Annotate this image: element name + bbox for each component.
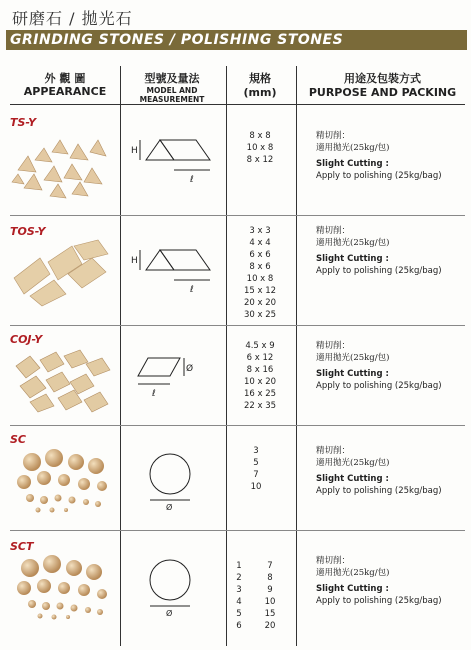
header-model-cn: 型號及量法	[144, 72, 200, 85]
size-value: 6 x 12	[246, 353, 274, 363]
size-value: 8 x 12	[246, 155, 274, 165]
size-value: 4 x 4	[249, 238, 271, 248]
header-size-en: (mm)	[243, 86, 277, 99]
purpose-cn-2: 適用拋光(25kg/包)	[316, 238, 390, 248]
header-purpose-cn: 用途及包裝方式	[344, 72, 421, 85]
purpose-cn-1: 精切削：	[316, 226, 351, 236]
size-value: 8	[267, 573, 273, 583]
triangle-prism-diagram	[128, 240, 218, 300]
purpose-cn-1: 精切削：	[316, 341, 351, 351]
size-list-right	[262, 560, 278, 632]
header-appearance-cn: 外 觀 圖	[44, 72, 86, 85]
model-code: SC	[10, 433, 26, 446]
purpose-en-2: Apply to polishing (25kg/bag)	[316, 486, 442, 496]
column-divider	[120, 66, 121, 646]
size-value: 20 x 20	[243, 298, 277, 308]
purpose-en-1: Slight Cutting :	[316, 254, 389, 264]
tos-y-stones-photo	[10, 238, 115, 308]
header-size-cn: 規格	[249, 72, 271, 85]
length-label: ℓ	[190, 175, 194, 185]
header-appearance-en: APPEARANCE	[23, 85, 107, 98]
size-value: 8 x 6	[249, 262, 271, 272]
purpose-en-2: Apply to polishing (25kg/bag)	[316, 381, 442, 391]
sc-balls-photo	[10, 446, 115, 516]
purpose-block	[316, 130, 442, 182]
size-value: 6 x 6	[249, 250, 271, 260]
section-banner	[6, 30, 467, 50]
height-label: H	[131, 256, 138, 266]
purpose-en-2: Apply to polishing (25kg/bag)	[316, 266, 442, 276]
size-value: 5	[253, 458, 259, 468]
size-value: 2	[236, 573, 242, 583]
row-divider	[10, 425, 465, 426]
model-code: TOS-Y	[10, 225, 46, 238]
purpose-block	[316, 225, 442, 277]
model-code: COJ-Y	[10, 333, 43, 346]
purpose-block	[316, 340, 442, 392]
model-code: TS-Y	[10, 116, 37, 129]
sphere-diagram	[138, 556, 208, 616]
size-list	[230, 225, 290, 321]
size-list	[230, 130, 290, 166]
purpose-cn-1: 精切削：	[316, 446, 351, 456]
diameter-label: Ø	[166, 609, 173, 616]
size-list-left	[232, 560, 246, 632]
height-label: H	[131, 146, 138, 156]
size-value: 10 x 8	[246, 274, 274, 284]
size-value: 30 x 25	[243, 310, 277, 320]
purpose-cn-2: 適用拋光(25kg/包)	[316, 143, 390, 153]
size-value: 10	[250, 482, 262, 492]
size-value: 10 x 20	[243, 377, 277, 387]
size-value: 10	[264, 597, 276, 607]
purpose-en-2: Apply to polishing (25kg/bag)	[316, 596, 442, 606]
purpose-en-1: Slight Cutting :	[316, 369, 389, 379]
column-divider	[226, 66, 227, 646]
column-divider	[296, 66, 297, 646]
diameter-label: Ø	[166, 503, 173, 510]
header-model-en: MODEL AND MEASUREMENT	[139, 86, 205, 104]
length-label: ℓ	[152, 389, 156, 399]
size-value: 15	[264, 609, 276, 619]
size-value: 7	[253, 470, 259, 480]
purpose-block	[316, 445, 442, 497]
ts-y-stones-photo	[10, 130, 115, 200]
size-value: 16 x 25	[243, 389, 277, 399]
header-divider	[10, 104, 465, 105]
size-value: 6	[236, 621, 242, 631]
size-value: 22 x 35	[243, 401, 277, 411]
size-value: 10 x 8	[246, 143, 274, 153]
size-value: 3 x 3	[249, 226, 271, 236]
row-divider	[10, 530, 465, 531]
coj-y-stones-photo	[10, 346, 115, 416]
size-value: 8 x 16	[246, 365, 274, 375]
purpose-cn-1: 精切削：	[316, 131, 351, 141]
size-value: 7	[267, 561, 273, 571]
purpose-en-2: Apply to polishing (25kg/bag)	[316, 171, 442, 181]
length-label: ℓ	[190, 285, 194, 295]
banner-title: GRINDING STONES / POLISHING STONES	[10, 32, 344, 48]
size-value: 8 x 8	[249, 131, 271, 141]
size-list	[226, 445, 286, 493]
size-value: 5	[236, 609, 242, 619]
purpose-block	[316, 555, 442, 607]
purpose-en-1: Slight Cutting :	[316, 474, 389, 484]
header-purpose-en: PURPOSE AND PACKING	[308, 86, 457, 99]
purpose-cn-2: 適用拋光(25kg/包)	[316, 353, 390, 363]
purpose-en-1: Slight Cutting :	[316, 159, 389, 169]
size-value: 20	[264, 621, 276, 631]
size-value: 9	[267, 585, 273, 595]
size-value: 4	[236, 597, 242, 607]
size-value: 4.5 x 9	[245, 341, 275, 351]
row-divider	[10, 325, 465, 326]
page-title-cn: 研磨石 / 拋光石	[12, 9, 133, 28]
purpose-en-1: Slight Cutting :	[316, 584, 389, 594]
size-value: 1	[236, 561, 242, 571]
size-value: 3	[236, 585, 242, 595]
purpose-cn-2: 適用拋光(25kg/包)	[316, 568, 390, 578]
model-code: SCT	[10, 540, 34, 553]
oblique-cylinder-diagram	[128, 350, 218, 400]
diameter-label: Ø	[186, 364, 194, 374]
triangle-prism-diagram	[128, 130, 218, 190]
size-value: 3	[253, 446, 259, 456]
sct-balls-photo	[10, 552, 115, 622]
size-list	[230, 340, 290, 412]
size-value: 15 x 12	[243, 286, 277, 296]
purpose-cn-2: 適用拋光(25kg/包)	[316, 458, 390, 468]
row-divider	[10, 215, 465, 216]
purpose-cn-1: 精切削：	[316, 556, 351, 566]
sphere-diagram	[138, 450, 208, 510]
